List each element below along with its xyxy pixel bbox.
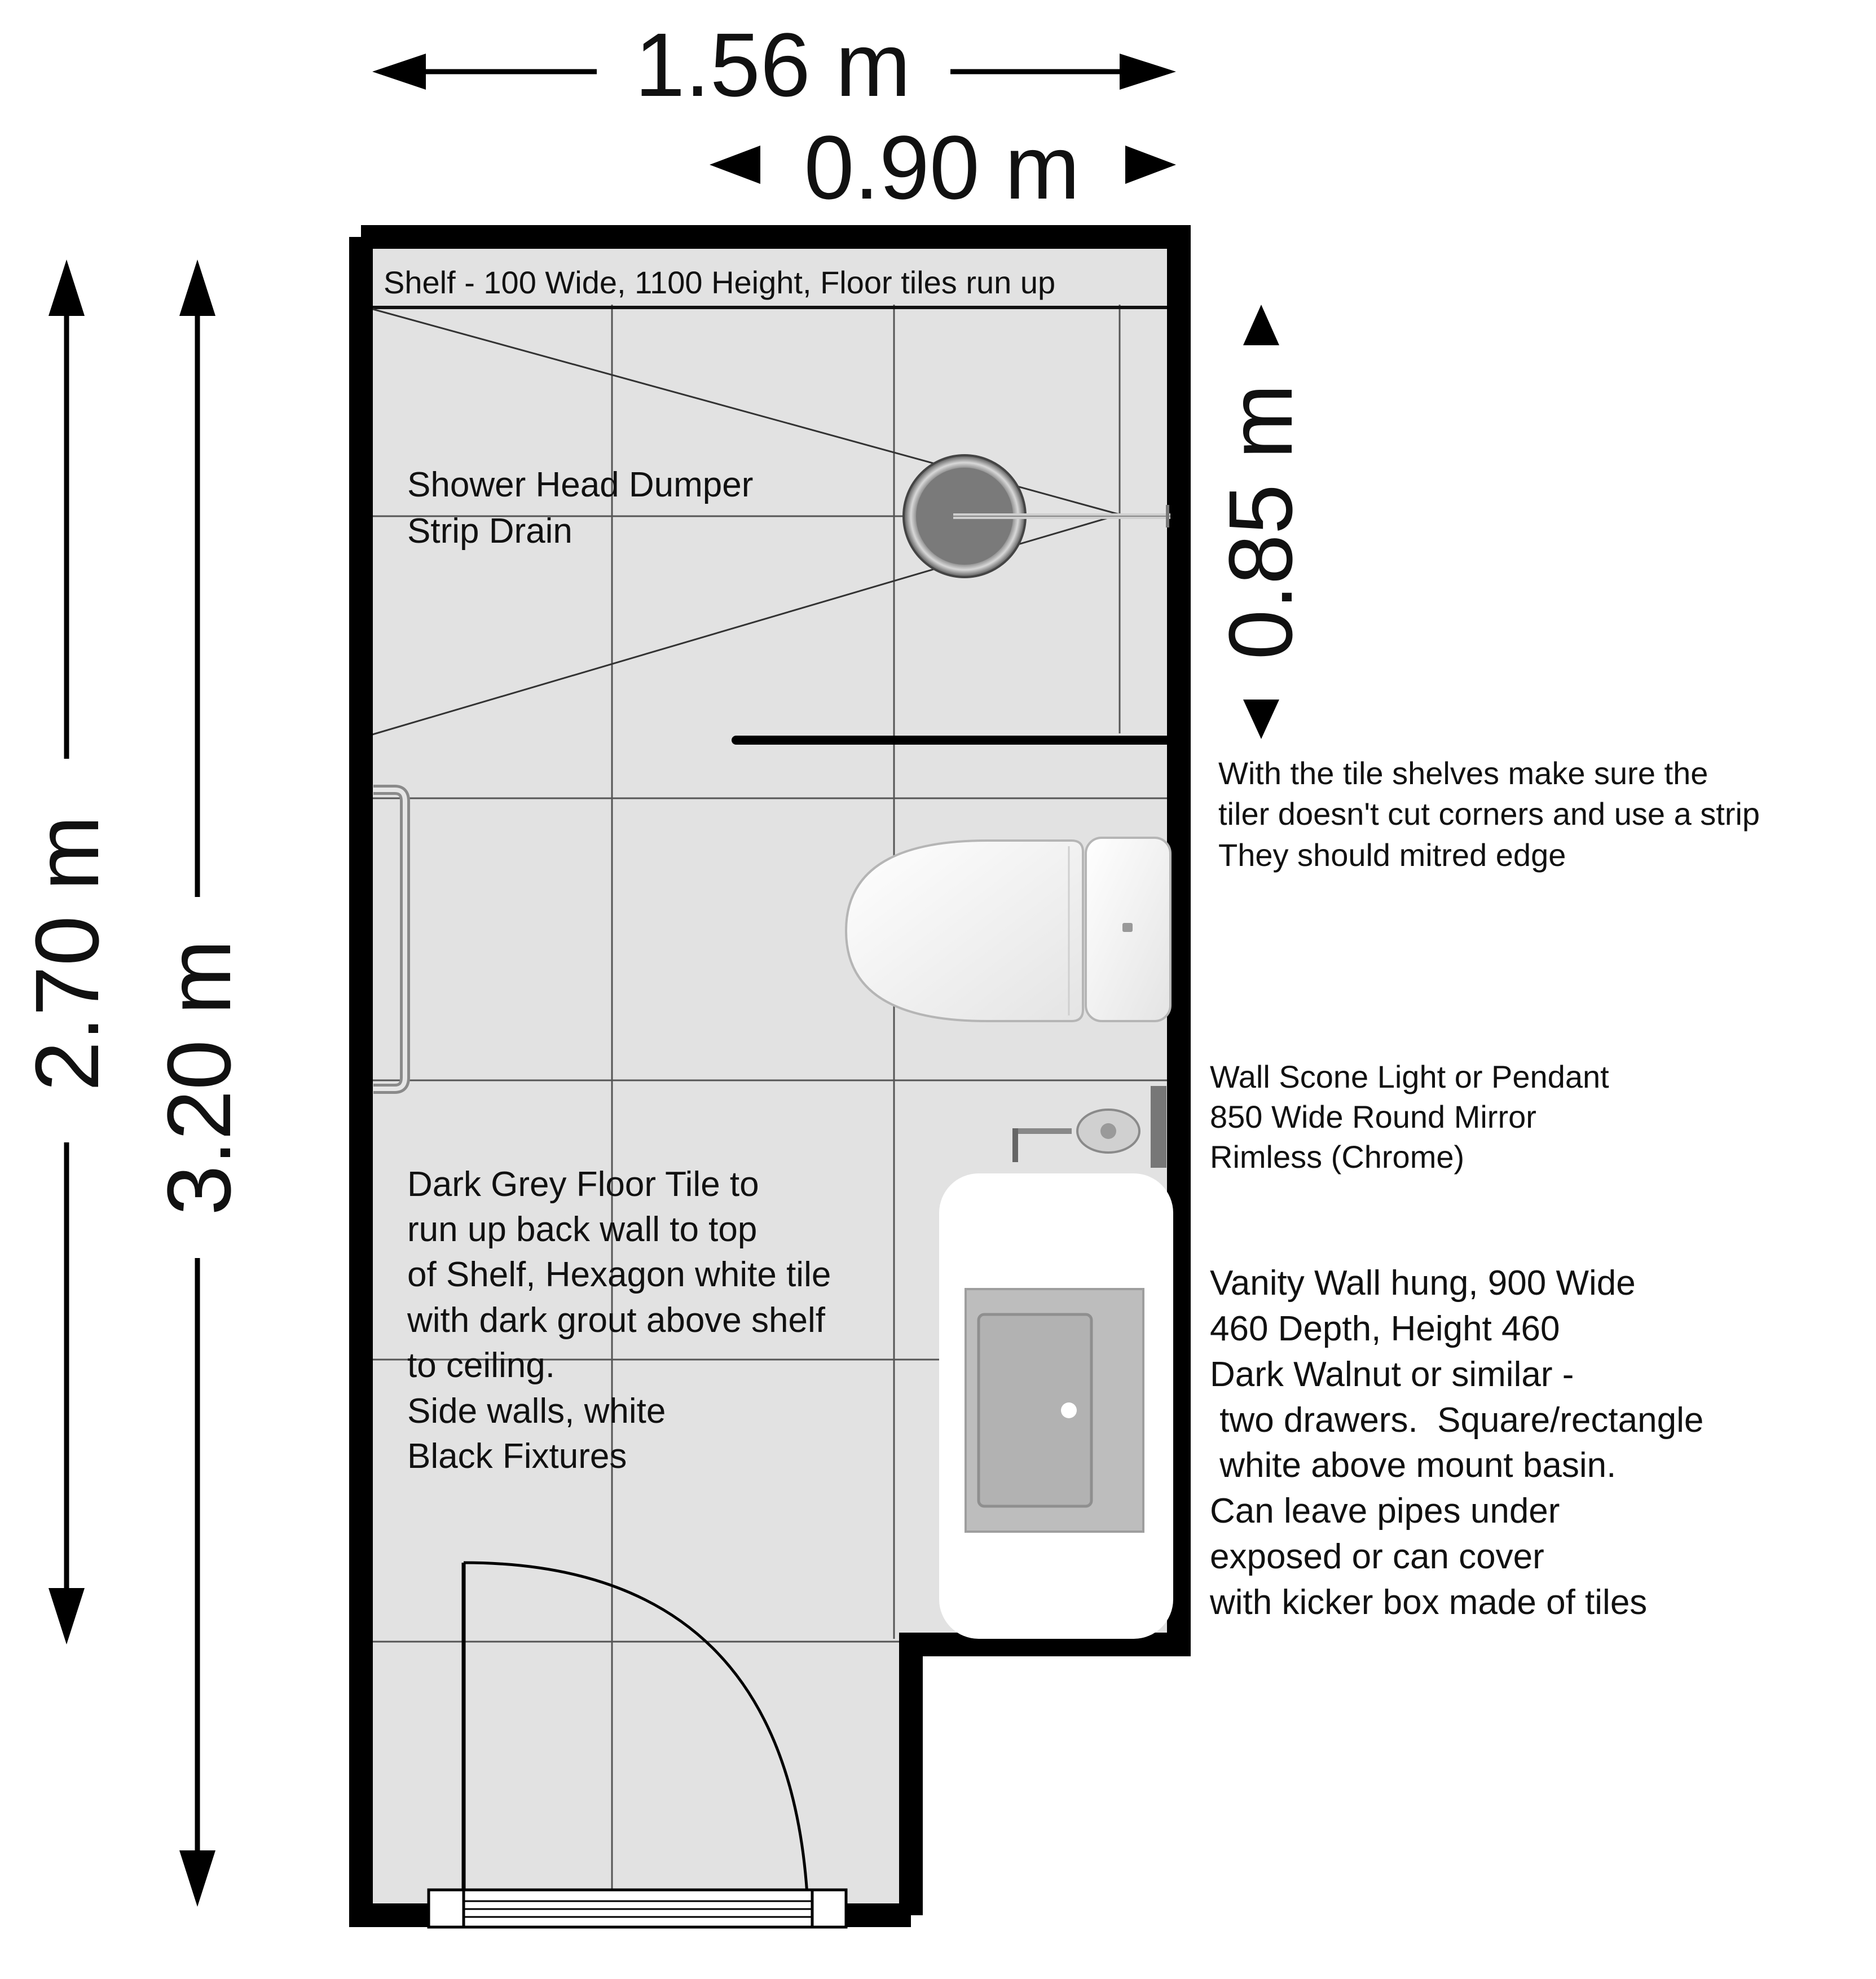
note-floor-line: run up back wall to top xyxy=(407,1210,758,1249)
toilet-bowl xyxy=(846,841,1083,1021)
note-floor-line: Side walls, white xyxy=(407,1392,666,1431)
dimension-label-1-56: 1.56 m xyxy=(635,14,911,115)
toilet xyxy=(846,838,1170,1021)
note-vanity-line: 460 Depth, Height 460 xyxy=(1210,1309,1560,1348)
note-tile-shelves-line: With the tile shelves make sure the xyxy=(1218,755,1708,791)
note-shelf: Shelf - 100 Wide, 1100 Height, Floor tiles run up xyxy=(384,265,1056,300)
dimension-label-3-20: 3.20 m xyxy=(148,939,249,1216)
vanity xyxy=(939,1173,1173,1639)
note-lighting-line: Wall Scone Light or Pendant xyxy=(1210,1059,1609,1094)
dimension-label-0-85: 0.85 m xyxy=(1210,384,1311,660)
note-vanity xyxy=(1209,1264,1703,1622)
note-floor-line: of Shelf, Hexagon white tile xyxy=(407,1255,831,1294)
dimension-label-2-70: 2.70 m xyxy=(16,815,117,1092)
note-tile-shelves-line: They should mitred edge xyxy=(1218,837,1566,873)
dimension-top-1-56 xyxy=(372,14,1176,115)
note-floor-line: with dark grout above shelf xyxy=(407,1301,825,1340)
dimension-left-2-70 xyxy=(16,260,117,1644)
note-vanity-line: with kicker box made of tiles xyxy=(1210,1583,1648,1622)
note-lighting-line: 850 Wide Round Mirror xyxy=(1210,1099,1536,1134)
note-floor-line: Black Fixtures xyxy=(407,1437,627,1476)
dimension-label-0-90: 0.90 m xyxy=(804,117,1080,218)
note-shower-line: Shower Head Dumper xyxy=(407,465,754,504)
dimension-right-0-85 xyxy=(1210,305,1311,739)
dimension-left-3-20 xyxy=(148,260,249,1907)
note-shower-line: Strip Drain xyxy=(407,512,573,551)
note-floor-line: to ceiling. xyxy=(407,1346,555,1385)
note-vanity-line: Vanity Wall hung, 900 Wide xyxy=(1210,1264,1636,1303)
note-vanity-line: Dark Walnut or similar - xyxy=(1210,1355,1574,1394)
note-floor-line: Dark Grey Floor Tile to xyxy=(407,1165,759,1204)
note-tile-shelves xyxy=(1218,755,1760,873)
note-vanity-line: Can leave pipes under xyxy=(1210,1492,1560,1531)
note-vanity-line: exposed or can cover xyxy=(1210,1537,1544,1576)
basin-plug xyxy=(1061,1402,1077,1418)
flush-button-icon xyxy=(1122,923,1133,932)
note-lighting-line: Rimless (Chrome) xyxy=(1210,1139,1465,1175)
note-lighting xyxy=(1210,1059,1609,1175)
note-tile-shelves-line: tiler doesn't cut corners and use a strip xyxy=(1218,796,1760,832)
note-vanity-line: white above mount basin. xyxy=(1210,1446,1617,1485)
dimension-top-0-90 xyxy=(710,117,1176,218)
note-vanity-line: two drawers. Square/rectangle xyxy=(1210,1401,1704,1440)
